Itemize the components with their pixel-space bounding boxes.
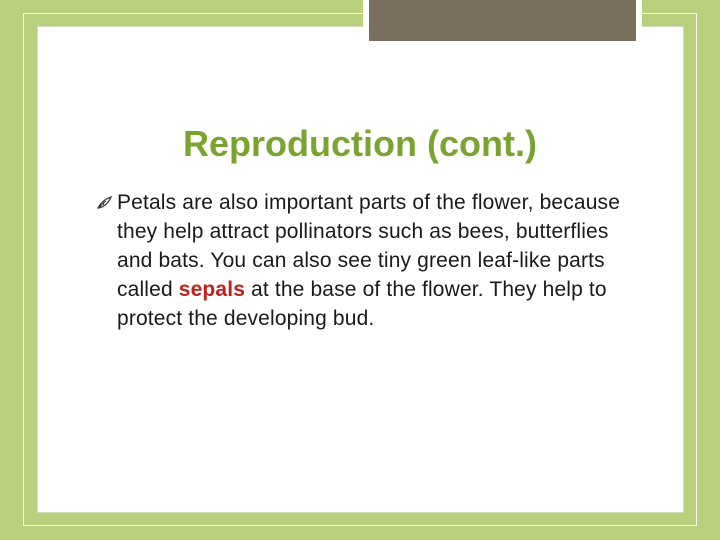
highlighted-term-sepals: sepals <box>178 278 246 301</box>
slide-title: Reproduction (cont.) <box>183 123 537 164</box>
bullet-text-after: at the base of the flower. They help to protect the developing bud. <box>117 278 607 330</box>
bullet-item <box>96 188 626 333</box>
slide-body <box>96 188 626 333</box>
leaf-bullet-icon <box>96 194 113 211</box>
bullet-text-before: Petals are also important parts of the flower, because they help attract pollinators such as bees, butterflies and bats. You can also see tiny green leaf-like parts called <box>117 191 621 301</box>
header-accent-block <box>363 0 642 47</box>
